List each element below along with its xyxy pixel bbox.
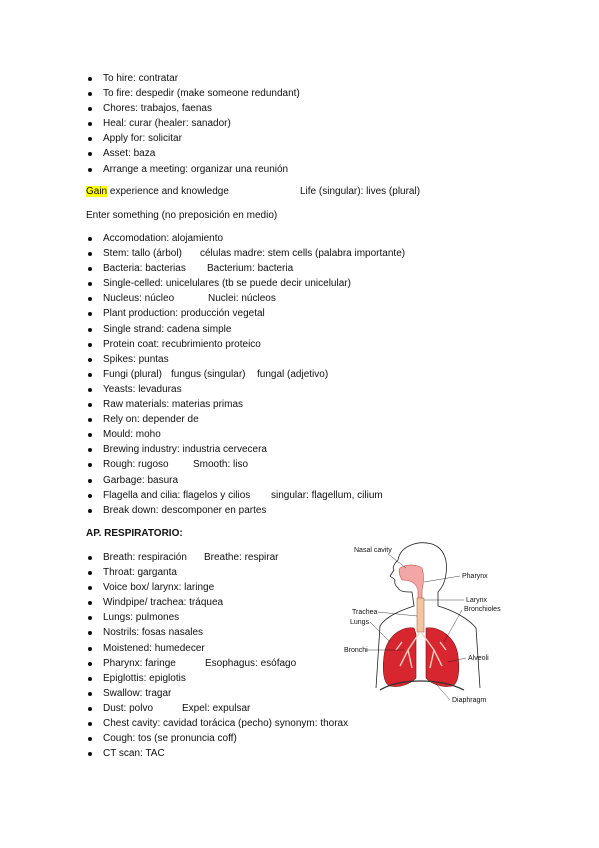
list-item: Yeasts: levaduras [86, 382, 405, 397]
list-item: Rough: rugoso Smooth: liso [86, 457, 405, 472]
list-item: Rely on: depender de [86, 412, 405, 427]
list-item: Chest cavity: cavidad torácica (pecho) synonym: thorax [86, 716, 348, 731]
list-item: Brewing industry: industria cervecera [86, 442, 405, 457]
list-item: Spikes: puntas [86, 352, 405, 367]
trachea [417, 598, 424, 632]
vocab-list-3 [86, 550, 348, 761]
label-larynx: Larynx [466, 597, 488, 604]
list-item: Dust: polvo Expel: expulsar [86, 701, 348, 716]
list-item: Single strand: cadena simple [86, 322, 405, 337]
list-item: Voice box/ larynx: laringe [86, 580, 348, 595]
right-lung [426, 628, 459, 687]
gain-line [86, 185, 229, 199]
list-item: Garbage: basura [86, 473, 405, 488]
label-pharynx: Pharynx [462, 573, 488, 580]
respiratory-diagram [340, 538, 505, 708]
list-item: Protein coat: recubrimiento proteico [86, 337, 405, 352]
list-item: Breath: respiración Breathe: respirar [86, 550, 348, 565]
list-item: Chores: trabajos, faenas [86, 101, 300, 116]
list-item: Stem: tallo (árbol) células madre: stem cells (palabra importante) [86, 246, 405, 261]
label-bronchi: Bronchi [344, 647, 368, 654]
gain-line-rest: experience and knowledge [107, 186, 229, 197]
list-item: Asset: baza [86, 146, 300, 161]
vocab-list-1 [86, 71, 300, 177]
list-item: Flagella and cilia: flagelos y cilios singular: flagellum, cilium [86, 488, 405, 503]
list-item: Moistened: humedecer [86, 641, 348, 656]
list-item: Apply for: solicitar [86, 131, 300, 146]
list-item: Single-celled: unicelulares (tb se puede decir unicelular) [86, 276, 405, 291]
list-item: Fungi (plural) fungus (singular) fungal (adjetivo) [86, 367, 405, 382]
list-item: Accomodation: alojamiento [86, 231, 405, 246]
list-item: Nostrils: fosas nasales [86, 625, 348, 640]
label-lungs: Lungs [350, 619, 370, 626]
list-item: Epiglottis: epiglotis [86, 671, 348, 686]
label-diaphragm: Diaphragm [452, 697, 487, 704]
list-item: Windpipe/ trachea: tráquea [86, 595, 348, 610]
list-item: To hire: contratar [86, 71, 300, 86]
life-line: Life (singular): lives (plural) [300, 186, 421, 197]
list-item: Swallow: tragar [86, 686, 348, 701]
vocab-list-2 [86, 231, 405, 518]
list-item: Pharynx: faringe Esophagus: esófago [86, 656, 348, 671]
list-item: Throat: garganta [86, 565, 348, 580]
list-item: Cough: tos (se pronuncia coff) [86, 731, 348, 746]
label-alveoli: Alveoli [468, 655, 489, 662]
list-item: Nucleus: núcleo Nuclei: núcleos [86, 291, 405, 306]
list-item: Plant production: producción vegetal [86, 306, 405, 321]
label-nasal-cavity: Nasal cavity [354, 547, 392, 554]
label-bronchioles: Bronchioles [464, 606, 501, 613]
list-item: Heal: curar (healer: sanador) [86, 116, 300, 131]
list-item: Mould: moho [86, 427, 405, 442]
list-item: Arrange a meeting: organizar una reunión [86, 162, 300, 177]
list-item: CT scan: TAC [86, 746, 348, 761]
left-lung [383, 628, 416, 687]
label-trachea: Trachea [352, 609, 378, 616]
highlighted-word: Gain [86, 186, 108, 197]
list-item: Lungs: pulmones [86, 610, 348, 625]
list-item: Raw materials: materias primas [86, 397, 405, 412]
section-heading: AP. RESPIRATORIO: [86, 528, 183, 539]
list-item: Break down: descomponer en partes [86, 503, 405, 518]
list-item: Bacteria: bacterias Bacterium: bacteria [86, 261, 405, 276]
list-item: To fire: despedir (make someone redundant) [86, 86, 300, 101]
enter-line: Enter something (no preposición en medio) [86, 210, 278, 221]
